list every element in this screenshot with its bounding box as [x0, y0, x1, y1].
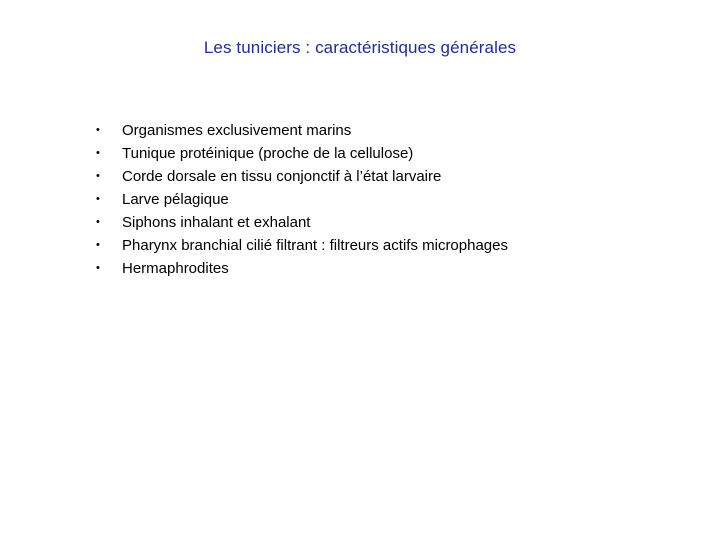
list-item [90, 188, 508, 211]
bullet-icon: • [96, 147, 100, 159]
list-item [90, 257, 508, 280]
slide-title: Les tuniciers : caractéristiques générales [203, 38, 517, 57]
list-item [90, 119, 508, 142]
bullet-text: Corde dorsale en tissu conjonctif à l’état larvaire [122, 168, 442, 185]
bullet-icon: • [96, 124, 100, 136]
list-item [90, 142, 508, 165]
bullet-list [90, 119, 508, 280]
list-item [90, 211, 508, 234]
bullet-icon: • [96, 193, 100, 205]
bullet-icon: • [96, 239, 100, 251]
list-item [90, 165, 508, 188]
bullet-text: Tunique protéinique (proche de la cellulose) [122, 145, 414, 162]
bullet-icon: • [96, 216, 100, 228]
bullet-icon: • [96, 170, 100, 182]
bullet-text: Pharynx branchial cilié filtrant : filtreurs actifs microphages [122, 237, 508, 254]
bullet-icon: • [96, 262, 100, 274]
bullet-text: Larve pélagique [122, 191, 229, 208]
bullet-text: Hermaphrodites [122, 260, 229, 277]
list-item [90, 234, 508, 257]
bullet-text: Organismes exclusivement marins [122, 122, 352, 139]
bullet-text: Siphons inhalant et exhalant [122, 214, 311, 231]
